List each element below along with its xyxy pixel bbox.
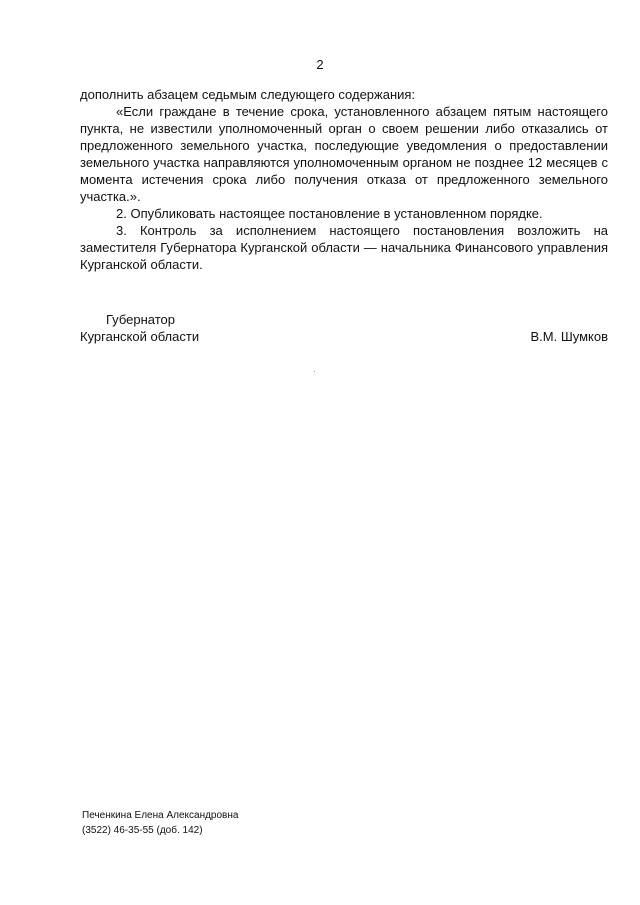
executor-name: Печенкина Елена Александровна [82, 810, 239, 821]
paragraph-amend-intro: дополнить абзацем седьмым следующего содержания: [80, 87, 416, 102]
signatory-title-line-2: Курганской области [80, 329, 200, 344]
signature-row [80, 328, 608, 345]
signatory-title-line-1: Губернатор [106, 312, 175, 327]
paragraph-control: 3. Контроль за исполнением настоящего постановления возложить на заместителя Губернатора Курганской области — начальника Финансового управления Курганской области. [80, 223, 608, 272]
paragraph-publish: 2. Опубликовать настоящее постановление в установленном порядке. [116, 206, 543, 221]
paragraph-quoted-amendment: «Если граждане в течение срока, установленного абзацем пятым настоящего пункта, не известили уполномоченный орган о своем решении либо отказались от предложенного земельного участка, последующие уведомления о предоставлении земельного участка направляются уполномоченным органом не позднее 12 месяцев с момента истечения срока либо получения отказа от предложенного земельного участка.». [80, 104, 608, 204]
page-number: 2 [316, 57, 324, 72]
document-body [80, 86, 608, 273]
executor-footer [82, 808, 238, 838]
signatory-name: В.М. Шумков [530, 329, 608, 344]
executor-phone: (3522) 46-35-55 (доб. 142) [82, 825, 203, 836]
scan-speck [314, 371, 315, 372]
signature-block [80, 311, 608, 345]
